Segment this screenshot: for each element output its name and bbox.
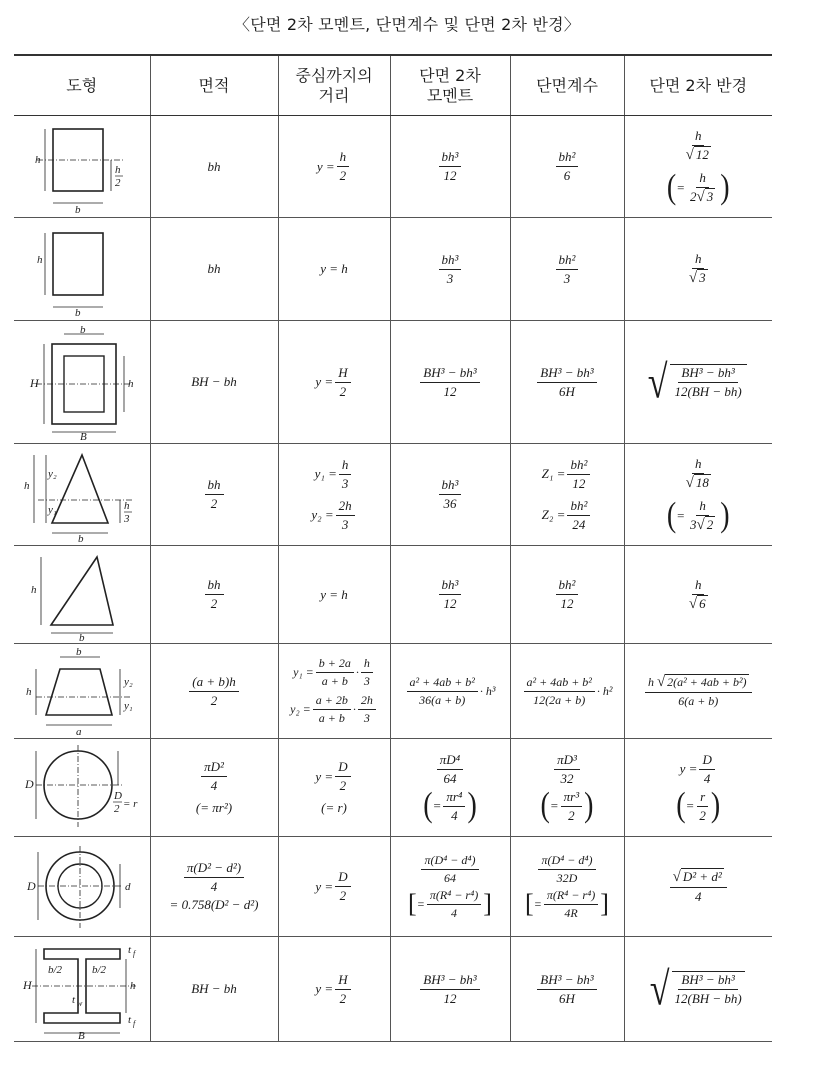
label-b-half-right: b/2 xyxy=(91,964,106,976)
modulus-cell: $\frac{\text{π(D⁴ − d⁴)}}{32D}$ [ = $\frac{\text{π(R⁴ − r⁴)}}{4R}$ ] xyxy=(510,837,624,937)
label-two: 2 xyxy=(113,802,120,815)
label-y1: y₁ xyxy=(123,700,133,712)
radius-cell: $\frac{h}{√ 3}$ xyxy=(624,218,772,321)
area-cell: $\frac{bh}{2}$ xyxy=(150,444,278,546)
label-h: h xyxy=(25,686,32,698)
triangle-centroid-diagram xyxy=(22,447,142,543)
modulus-cell: $\frac{\text{πD³}}{32}$ ( = $\frac{\text{πr³}}{2}$ ) xyxy=(510,739,624,837)
label-b: b xyxy=(77,532,84,543)
label-tf: t xyxy=(127,944,131,956)
table-row xyxy=(14,739,772,837)
distance-cell: y = $\frac{H}{2}$ xyxy=(278,321,390,444)
moment-cell: $\frac{\text{bh³}}{12}$ xyxy=(390,116,510,218)
label-h: h xyxy=(36,254,43,266)
label-h-third: h xyxy=(123,499,130,512)
header-modulus: 단면계수 xyxy=(510,55,624,116)
area-cell: $\frac{(a + b)h}{2}$ xyxy=(150,644,278,739)
label-eq-r: = r xyxy=(122,797,138,810)
header-shape: 도형 xyxy=(14,55,150,116)
distance-cell: y = $\frac{D}{2}$ xyxy=(278,837,390,937)
moment-cell: $\frac{\text{BH³ − bh³}}{12}$ xyxy=(390,321,510,444)
distance-cell: y = $\frac{D}{2}$ (= r) xyxy=(278,739,390,837)
distance-cell: y = h xyxy=(278,218,390,321)
header-radius: 단면 2차 반경 xyxy=(624,55,772,116)
rectangle-centroid-diagram xyxy=(27,119,137,215)
label-D: D xyxy=(26,878,36,893)
label-D-half: D xyxy=(113,789,122,802)
shape-cell xyxy=(14,937,150,1042)
label-d: d xyxy=(124,880,131,893)
area-cell: $\frac{\text{π(D² − d²)}}{4}$ = 0.758(D² − d²) xyxy=(150,837,278,937)
label-b: b xyxy=(78,631,85,641)
area-cell: bh xyxy=(150,218,278,321)
radius-cell: $\frac{h}{√ 6}$ xyxy=(624,546,772,644)
modulus-cell: $\frac{\text{a² + 4ab + b²}}{12(2a + b)}$ · h² xyxy=(510,644,624,739)
radius-cell: √ $\frac{\text{BH³ − bh³}}{12(BH - bh)}$ xyxy=(624,937,772,1042)
label-h: h xyxy=(34,153,41,166)
label-two: 2 xyxy=(114,176,121,189)
label-h: h xyxy=(30,583,37,596)
modulus-cell: $\frac{\text{BH³ − bh³}}{6H}$ xyxy=(510,937,624,1042)
label-y2: y₂ xyxy=(123,676,133,688)
rectangle-base-diagram xyxy=(27,221,137,317)
label-tf-bottom: t xyxy=(127,1014,131,1026)
table-row xyxy=(14,837,772,937)
label-tf-sub: f xyxy=(132,949,135,958)
moment-cell: $\frac{\text{bh³}}{12}$ xyxy=(390,546,510,644)
modulus-cell: $\frac{\text{bh²}}{6}$ xyxy=(510,116,624,218)
label-b: b xyxy=(74,307,81,317)
modulus-cell: Z₁ = $\frac{\text{bh²}}{12}$ Z₂ = $\frac{\text{bh²}}{24}$ xyxy=(510,444,624,546)
page-title: 〈단면 2차 모멘트, 단면계수 및 단면 2차 반경〉 xyxy=(234,15,580,34)
area-cell: $\frac{bh}{2}$ xyxy=(150,546,278,644)
shape-cell xyxy=(14,116,150,218)
label-H: H xyxy=(29,376,39,390)
area-cell: bh xyxy=(150,116,278,218)
label-B: B xyxy=(77,1030,85,1039)
table-row xyxy=(14,937,772,1042)
moment-cell: $\frac{\text{a² + 4ab + b²}}{36(a + b)}$ · h³ xyxy=(390,644,510,739)
shape-cell xyxy=(14,218,150,321)
radius-cell: $\frac{h}{√ 18}$ ( = $\frac{h}{3√ 2}$ ) xyxy=(624,444,772,546)
label-H: H xyxy=(22,978,32,992)
header-moment: 단면 2차 모멘트 xyxy=(390,55,510,116)
label-D: D xyxy=(24,776,34,791)
shape-cell xyxy=(14,644,150,739)
shape-cell xyxy=(14,739,150,837)
shape-cell xyxy=(14,837,150,937)
label-h-half: h xyxy=(114,163,121,176)
area-cell: BH − bh xyxy=(150,937,278,1042)
circle-diagram xyxy=(22,741,142,835)
label-three: 3 xyxy=(123,512,130,525)
shape-cell xyxy=(14,546,150,644)
table-row xyxy=(14,321,772,444)
radius-cell: $\frac{h}{√ 12}$ ( = $\frac{h}{2√ 3}$ ) xyxy=(624,116,772,218)
moment-cell: $\frac{\text{bh³}}{3}$ xyxy=(390,218,510,321)
radius-cell: $\frac{\text{√ D² + d²}}{4}$ xyxy=(624,837,772,937)
moment-cell: $\frac{\text{bh³}}{36}$ xyxy=(390,444,510,546)
table-row xyxy=(14,444,772,546)
area-cell: $\frac{\text{πD²}}{4}$ (= πr²) xyxy=(150,739,278,837)
moment-cell: $\frac{\text{π(D⁴ − d⁴)}}{64}$ [ = $\frac{\text{π(R⁴ − r⁴)}}{4}$ ] xyxy=(390,837,510,937)
hollow-circle-diagram xyxy=(22,840,142,934)
label-b: b xyxy=(79,324,86,336)
label-b: b xyxy=(75,646,82,658)
label-b-half-left: b/2 xyxy=(47,964,62,976)
label-tw: t xyxy=(71,994,75,1006)
label-y2: y₂ xyxy=(47,467,57,480)
distance-cell: y₁ = $\frac{b + 2a}{a + b}$ · $\frac{h}{3}$ y₂ = $\frac{a + 2b}{a + b}$ · $\frac{2h}{3}$ xyxy=(278,644,390,739)
radius-cell: √ $\frac{\text{BH³ − bh³}}{12(BH - bh)}$ xyxy=(624,321,772,444)
label-tf-bottom-sub: f xyxy=(132,1019,135,1028)
header-row xyxy=(14,55,772,116)
label-h: h xyxy=(129,980,136,992)
shape-cell xyxy=(14,321,150,444)
area-cell: BH − bh xyxy=(150,321,278,444)
table-row xyxy=(14,116,772,218)
moment-cell: $\frac{\text{πD⁴}}{64}$ ( = $\frac{\text{πr⁴}}{4}$ ) xyxy=(390,739,510,837)
radius-cell: $\frac{\text{h √ 2(a² + 4ab + b²)}}{6(a + b)}$ xyxy=(624,644,772,739)
distance-cell: y = h xyxy=(278,546,390,644)
table-row xyxy=(14,644,772,739)
header-area: 면적 xyxy=(150,55,278,116)
section-properties-table xyxy=(14,54,772,1042)
label-h: h xyxy=(127,378,134,390)
shape-cell xyxy=(14,444,150,546)
trapezoid-diagram xyxy=(22,645,142,737)
label-b: b xyxy=(74,203,81,215)
hollow-rectangle-diagram xyxy=(22,324,142,440)
label-y1: y₁ xyxy=(47,503,57,516)
i-beam-diagram xyxy=(20,939,144,1039)
distance-cell: y = $\frac{h}{2}$ xyxy=(278,116,390,218)
distance-cell: y = $\frac{H}{2}$ xyxy=(278,937,390,1042)
modulus-cell: $\frac{\text{BH³ − bh³}}{6H}$ xyxy=(510,321,624,444)
label-h: h xyxy=(23,479,30,492)
distance-cell: y₁ = $\frac{h}{3}$ y₂ = $\frac{2h}{3}$ xyxy=(278,444,390,546)
table-row xyxy=(14,218,772,321)
label-tw-sub: w xyxy=(76,999,83,1008)
table-row xyxy=(14,546,772,644)
label-a: a xyxy=(75,726,82,737)
modulus-cell: $\frac{\text{bh²}}{12}$ xyxy=(510,546,624,644)
modulus-cell: $\frac{\text{bh²}}{3}$ xyxy=(510,218,624,321)
moment-cell: $\frac{\text{BH³ − bh³}}{12}$ xyxy=(390,937,510,1042)
header-distance: 중심까지의 거리 xyxy=(278,55,390,116)
triangle-base-diagram xyxy=(27,549,137,641)
radius-cell: y = $\frac{D}{4}$ ( = $\frac{r}{2}$ ) xyxy=(624,739,772,837)
label-B: B xyxy=(79,431,87,440)
